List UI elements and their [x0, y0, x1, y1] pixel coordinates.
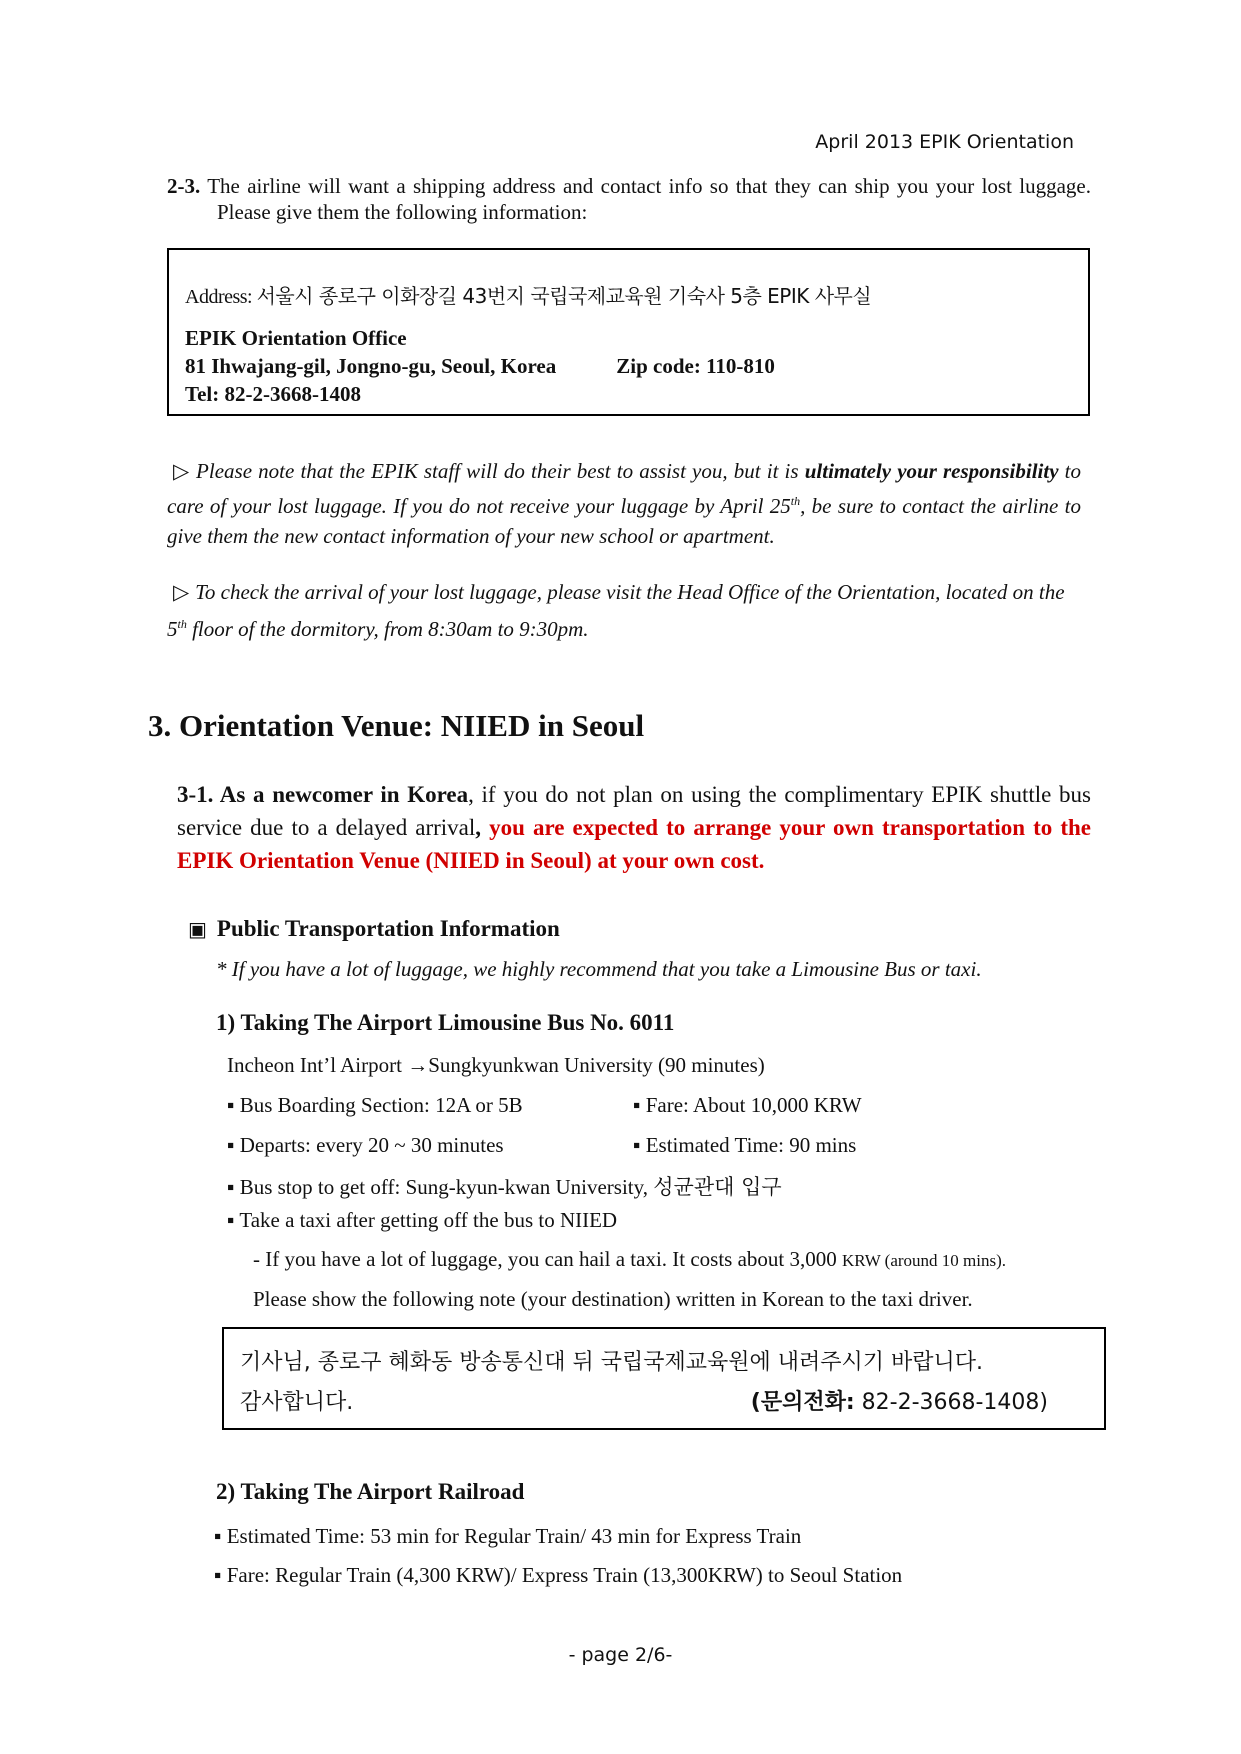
phone-label: (문의전화: — [750, 1390, 855, 1415]
page-number: - page 2/6- — [568, 1644, 673, 1666]
office-street: 81 Ihwajang-gil, Jongno-gu, Seoul, Korea — [185, 354, 557, 378]
note-text: , be sure to contact the airline to give them the new contact information of your new school or apartment. — [167, 494, 1081, 548]
luggage-note: * If you have a lot of luggage, we highly recommend that you take a Limousine Bus or taxi. — [216, 957, 982, 981]
p31-bold: 3-1. As a newcomer in Korea — [177, 782, 469, 807]
taxi-small: KRW (around 10 mins). — [842, 1251, 1007, 1270]
bullet-text: Take a taxi after getting off the bus to NIIED — [239, 1208, 618, 1232]
p31-comma: , — [475, 815, 482, 840]
office-zip: Zip code: 110-810 — [616, 354, 775, 378]
section-3-heading: 3. Orientation Venue: NIIED in Seoul — [148, 708, 645, 743]
bullet-text: Bus Boarding Section: 12A or 5B — [239, 1093, 523, 1117]
korean-phone — [751, 1385, 1048, 1416]
office-info — [185, 324, 775, 408]
bullet-departs: ▪ Departs: every 20 ~ 30 minutes — [227, 1133, 504, 1157]
section-number: 2-3. — [167, 174, 201, 198]
bullet-text: Estimated Time: 53 min for Regular Train/ 43 min for Express Train — [226, 1524, 802, 1548]
railroad-bullet-fare: ▪ Fare: Regular Train (4,300 KRW)/ Express Train (13,300KRW) to Seoul Station — [214, 1563, 903, 1587]
note-1 — [167, 456, 1081, 551]
address-box — [167, 248, 1090, 416]
note-text: To check the arrival of your lost luggage, please visit the Head Office of the Orientation, located on the 5 — [167, 580, 1065, 641]
bullet-text: Fare: Regular Train (4,300 KRW)/ Express Train (13,300KRW) to Seoul Station — [226, 1563, 903, 1587]
section-3-1 — [177, 778, 1091, 877]
show-note: Please show the following note (your destination) written in Korean to the taxi driver. — [253, 1287, 973, 1311]
triangle-right-icon: ▷ — [173, 459, 191, 483]
note-text: to care of your lost luggage. If you do not receive your luggage by April 25 — [167, 459, 1081, 518]
bullet-text: Fare: About 10,000 KRW — [645, 1093, 862, 1117]
bullet-time: ▪ Estimated Time: 90 mins — [633, 1133, 857, 1157]
bullet-text: Estimated Time: 90 mins — [645, 1133, 857, 1157]
address-label: Address: — [185, 286, 253, 308]
railroad-bullet-time: ▪ Estimated Time: 53 min for Regular Train/ 43 min for Express Train — [214, 1524, 802, 1548]
square-bullet-icon: ▣ — [188, 917, 207, 941]
railroad-title: 2) Taking The Airport Railroad — [216, 1479, 525, 1504]
page-header: April 2013 EPIK Orientation — [815, 131, 1074, 153]
korean-note-box — [222, 1327, 1106, 1430]
bus-stop-korean: 성균관대 입구 — [653, 1175, 782, 1199]
address-korean: 서울시 종로구 이화장길 43번지 국립국제교육원 기숙사 5층 EPIK 사무실 — [256, 284, 872, 308]
taxi-text: - If you have a lot of luggage, you can hail a taxi. It costs about 3,000 — [253, 1247, 843, 1271]
p31-red: you are expected to arrange your own transportation to the EPIK Orientation Venue (NIIED in Seoul) at your own cost. — [177, 815, 1092, 873]
note-2 — [167, 576, 1081, 645]
office-tel: Tel: 82-2-3668-1408 — [185, 382, 361, 406]
office-name: EPIK Orientation Office — [185, 326, 407, 350]
bullet-text: Bus stop to get off: Sung-kyun-kwan University, — [239, 1175, 654, 1199]
public-transport-title — [188, 916, 560, 942]
note-bold: ultimately your responsibility — [804, 459, 1059, 483]
section-text: The airline will want a shipping address and contact info so that they can ship you your lost luggage. Please give them the following information: — [207, 174, 1091, 224]
phone-number: 82-2-3668-1408) — [854, 1390, 1048, 1415]
bullet-fare: ▪ Fare: About 10,000 KRW — [633, 1093, 862, 1117]
bullet-taxi: ▪ Take a taxi after getting off the bus to NIIED — [227, 1208, 618, 1232]
note-text: Please note that the EPIK staff will do their best to assist you, but it is — [196, 459, 805, 483]
limousine-route: Incheon Int’l Airport →Sungkyunkwan University (90 minutes) — [227, 1053, 765, 1077]
superscript: th — [790, 494, 801, 508]
address-line — [185, 280, 871, 309]
p31-text: , if you do not plan on using the complimentary EPIK shuttle bus service due to a delayed arrival — [177, 782, 1091, 840]
bullet-boarding: ▪ Bus Boarding Section: 12A or 5B — [227, 1093, 523, 1117]
title-text: Public Transportation Information — [216, 916, 560, 941]
korean-line-2: 감사합니다. — [240, 1390, 354, 1415]
taxi-detail — [253, 1247, 1006, 1272]
superscript: th — [177, 617, 187, 631]
bullet-bus-stop: ▪ Bus stop to get off: Sung-kyun-kwan University, 성균관대 입구 — [227, 1175, 782, 1199]
section-2-3 — [167, 173, 1091, 225]
limousine-title: 1) Taking The Airport Limousine Bus No. 6011 — [216, 1010, 675, 1035]
korean-line-1: 기사님, 종로구 혜화동 방송통신대 뒤 국립국제교육원에 내려주시기 바랍니다. — [240, 1350, 984, 1375]
triangle-right-icon: ▷ — [173, 580, 190, 604]
note-text: floor of the dormitory, from 8:30am to 9:30pm. — [186, 617, 589, 641]
bullet-text: Departs: every 20 ~ 30 minutes — [239, 1133, 504, 1157]
